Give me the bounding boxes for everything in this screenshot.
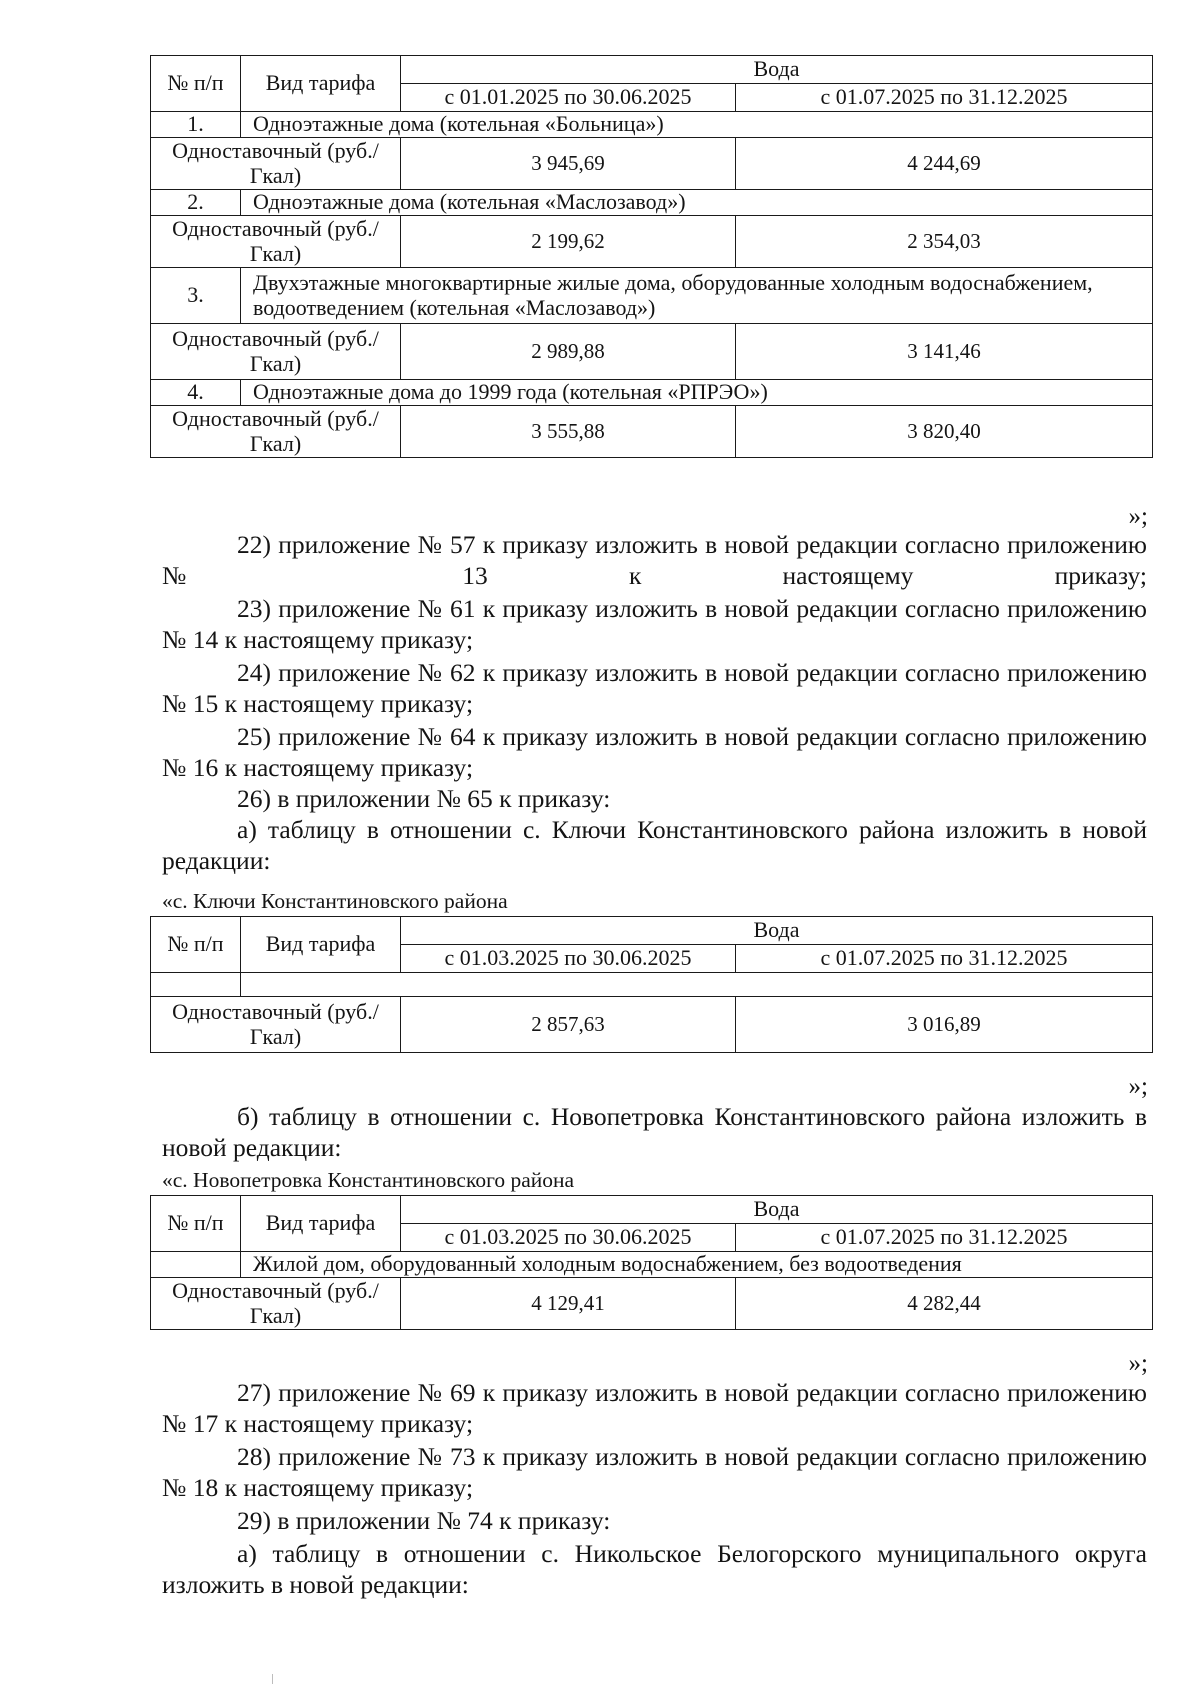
tariff-label: Одноставочный (руб./Гкал) bbox=[151, 216, 401, 268]
header-tariff-type: Вид тарифа bbox=[241, 1196, 401, 1252]
row-num: 3. bbox=[151, 268, 241, 324]
closing-quote-2: »; bbox=[1128, 1073, 1148, 1100]
paragraph-block-c bbox=[162, 1377, 1147, 1600]
tariff-value-period-1: 4 129,41 bbox=[401, 1278, 736, 1330]
paragraph-item-23: 23) приложение № 61 к приказу изложить в новой редакции согласно приложению № 14 к настоящему приказу; bbox=[162, 594, 1147, 654]
paragraph-item-22: 22) приложение № 57 к приказу изложить в новой редакции согласно приложению № 13 к настоящему приказу; bbox=[162, 530, 1147, 590]
row-description: Одноэтажные дома до 1999 года (котельная «РПРЭО») bbox=[241, 380, 1153, 406]
row-num: 2. bbox=[151, 190, 241, 216]
tariff-value-period-1: 3 555,88 bbox=[401, 406, 736, 458]
tariff-value-period-2: 3 820,40 bbox=[736, 406, 1153, 458]
header-water: Вода bbox=[401, 1196, 1153, 1224]
tariff-value-period-1: 2 989,88 bbox=[401, 324, 736, 380]
paragraph-item-25: 25) приложение № 64 к приказу изложить в новой редакции согласно приложению № 16 к настоящему приказу; bbox=[162, 722, 1147, 782]
paragraph-item-26a: а) таблицу в отношении с. Ключи Константиновского района изложить в новой редакции: bbox=[162, 815, 1147, 875]
row-description: Жилой дом, оборудованный холодным водоснабжением, без водоотведения bbox=[241, 1252, 1153, 1278]
paragraph-item-26: 26) в приложении № 65 к приказу: bbox=[237, 784, 611, 813]
row-num-empty bbox=[151, 973, 241, 997]
tariff-value-period-2: 4 282,44 bbox=[736, 1278, 1153, 1330]
paragraph-item-26b: б) таблицу в отношении с. Новопетровка Константиновского района изложить в новой редакции: bbox=[162, 1102, 1147, 1162]
row-description: Двухэтажные многоквартирные жилые дома, оборудованные холодным водоснабжением, водоотведением (котельная «Маслозавод») bbox=[241, 268, 1153, 324]
closing-quote-3: »; bbox=[1128, 1350, 1148, 1377]
tariff-value-period-1: 3 945,69 bbox=[401, 138, 736, 190]
tariff-value-period-2: 3 016,89 bbox=[736, 997, 1153, 1053]
scan-artifact bbox=[272, 1674, 273, 1684]
header-water: Вода bbox=[401, 56, 1153, 84]
header-num: № п/п bbox=[151, 1196, 241, 1252]
tariff-table-novopetrovka bbox=[150, 1195, 1153, 1330]
tariff-value-period-1: 2 199,62 bbox=[401, 216, 736, 268]
closing-quote-1: »; bbox=[1128, 503, 1148, 530]
row-num-empty bbox=[151, 1252, 241, 1278]
paragraph-item-27: 27) приложение № 69 к приказу изложить в новой редакции согласно приложению № 17 к настоящему приказу; bbox=[162, 1378, 1147, 1438]
header-period-2: с 01.07.2025 по 31.12.2025 bbox=[736, 1224, 1153, 1252]
caption-novopetrovka: «с. Новопетровка Константиновского района bbox=[162, 1168, 575, 1192]
header-period-2: с 01.07.2025 по 31.12.2025 bbox=[736, 84, 1153, 112]
paragraph-block-a bbox=[162, 529, 1147, 876]
header-num: № п/п bbox=[151, 56, 241, 112]
tariff-value-period-2: 2 354,03 bbox=[736, 216, 1153, 268]
paragraph-item-29a: а) таблицу в отношении с. Никольское Белогорского муниципального округа изложить в новой редакции: bbox=[162, 1539, 1147, 1599]
caption-kluchi: «с. Ключи Константиновского района bbox=[162, 889, 508, 913]
tariff-label: Одноставочный (руб./Гкал) bbox=[151, 1278, 401, 1330]
paragraph-item-29: 29) в приложении № 74 к приказу: bbox=[237, 1506, 611, 1535]
header-num: № п/п bbox=[151, 917, 241, 973]
header-tariff-type: Вид тарифа bbox=[241, 917, 401, 973]
tariff-value-period-2: 3 141,46 bbox=[736, 324, 1153, 380]
row-num: 4. bbox=[151, 380, 241, 406]
paragraph-block-b bbox=[162, 1101, 1147, 1163]
header-period-2: с 01.07.2025 по 31.12.2025 bbox=[736, 945, 1153, 973]
header-period-1: с 01.03.2025 по 30.06.2025 bbox=[401, 945, 736, 973]
tariff-label: Одноставочный (руб./Гкал) bbox=[151, 406, 401, 458]
paragraph-item-24: 24) приложение № 62 к приказу изложить в новой редакции согласно приложению № 15 к настоящему приказу; bbox=[162, 658, 1147, 718]
row-num: 1. bbox=[151, 112, 241, 138]
tariff-label: Одноставочный (руб./Гкал) bbox=[151, 138, 401, 190]
tariff-label: Одноставочный (руб./Гкал) bbox=[151, 324, 401, 380]
tariff-table-1 bbox=[150, 55, 1153, 458]
tariff-value-period-2: 4 244,69 bbox=[736, 138, 1153, 190]
header-water: Вода bbox=[401, 917, 1153, 945]
row-description-empty bbox=[241, 973, 1153, 997]
tariff-value-period-1: 2 857,63 bbox=[401, 997, 736, 1053]
tariff-label: Одноставочный (руб./Гкал) bbox=[151, 997, 401, 1053]
header-period-1: с 01.01.2025 по 30.06.2025 bbox=[401, 84, 736, 112]
header-period-1: с 01.03.2025 по 30.06.2025 bbox=[401, 1224, 736, 1252]
paragraph-item-28: 28) приложение № 73 к приказу изложить в новой редакции согласно приложению № 18 к настоящему приказу; bbox=[162, 1442, 1147, 1502]
tariff-table-kluchi bbox=[150, 916, 1153, 1053]
row-description: Одноэтажные дома (котельная «Маслозавод») bbox=[241, 190, 1153, 216]
row-description: Одноэтажные дома (котельная «Больница») bbox=[241, 112, 1153, 138]
header-tariff-type: Вид тарифа bbox=[241, 56, 401, 112]
